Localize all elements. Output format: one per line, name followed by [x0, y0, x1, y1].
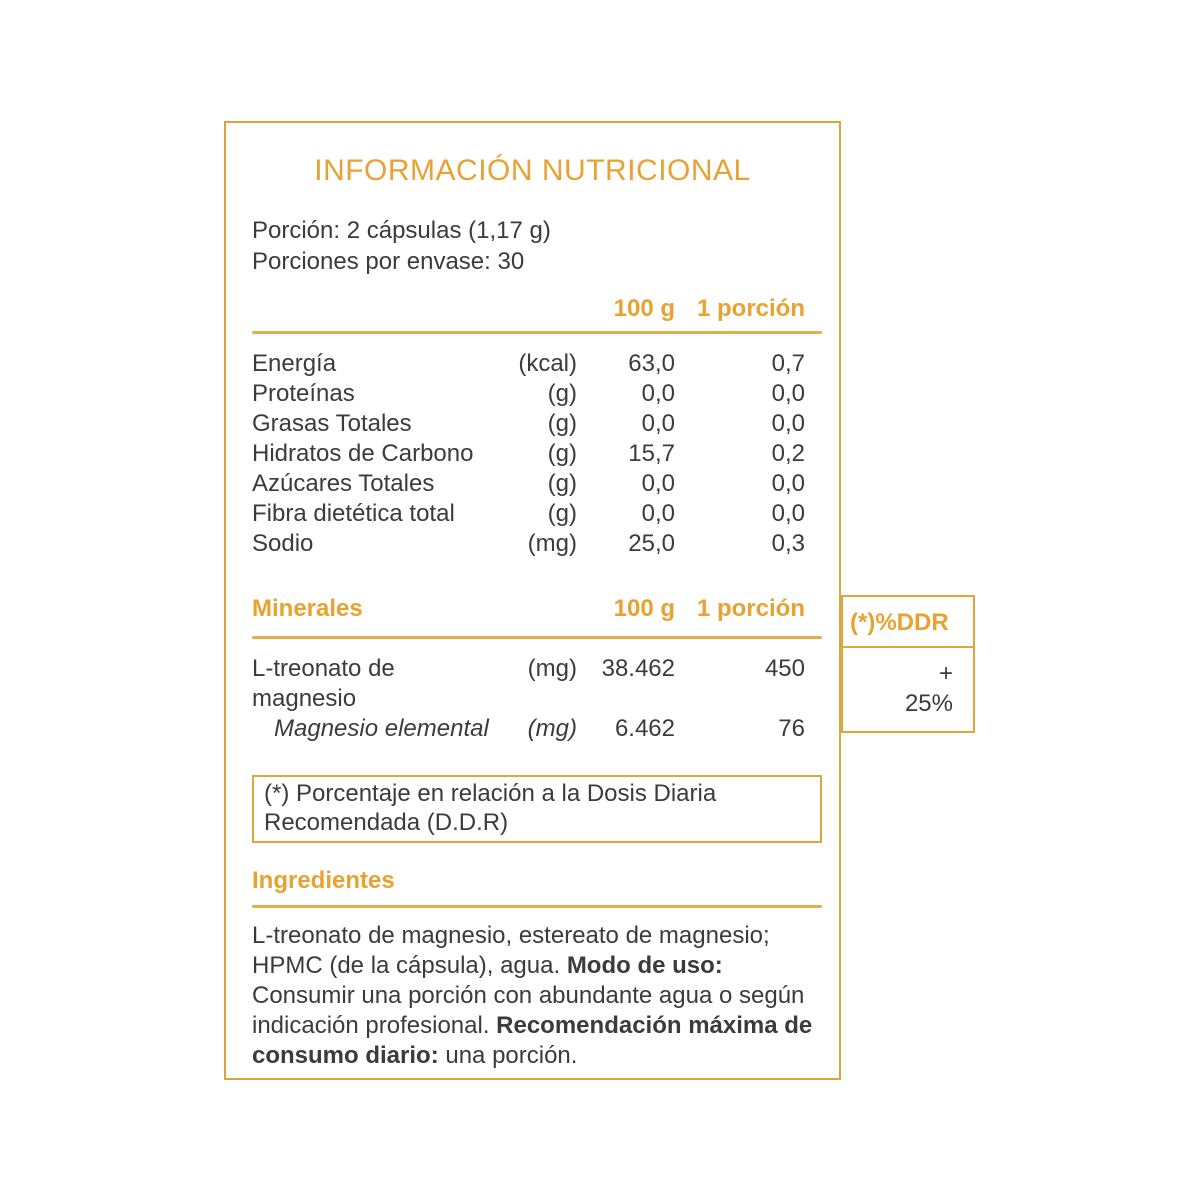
nutrient-label: Hidratos de Carbono [252, 440, 474, 467]
ddr-box [841, 595, 975, 733]
ddr-value: + [938, 660, 953, 687]
serving-size-line: Porción: 2 cápsulas (1,17 g) [252, 217, 551, 244]
footnote-text: (*) Porcentaje en relación a la Dosis Diaria Recomendada (D.D.R) [264, 780, 717, 836]
servings-per-container-line: Porciones por envase: 30 [252, 248, 525, 275]
nutrient-label: Azúcares Totales [252, 470, 435, 497]
minerals-section-title: Minerales [252, 595, 363, 622]
table-row [252, 379, 822, 409]
nutrient-value-100g: 0,0 [641, 470, 675, 497]
nutrient-label: Grasas Totales [252, 410, 412, 437]
nutrient-value-serving: 0,0 [771, 410, 805, 437]
header-spacer [502, 594, 577, 624]
ingredients-paragraph [252, 921, 825, 1071]
nutrient-value-serving: 0,2 [771, 440, 805, 467]
main-table-header-row [252, 294, 822, 324]
paragraph-segment: Consumir una porción con abundante agua o según indicación profesional. [252, 982, 805, 1039]
nutrient-label: Fibra dietética total [252, 500, 455, 527]
mineral-value-serving: 76 [778, 715, 805, 742]
col-header-100g: 100 g [613, 295, 675, 322]
table-row [252, 499, 822, 529]
minerals-col-header-100g: 100 g [613, 595, 675, 622]
nutrient-unit: (g) [547, 380, 577, 407]
ddr-header: (*)%DDR [843, 597, 973, 648]
mineral-row [252, 654, 822, 714]
nutrient-label: Energía [252, 350, 337, 377]
mineral-label: Magnesio elemental [274, 715, 489, 742]
ddr-value: 25% [904, 690, 953, 717]
nutrient-value-100g: 0,0 [641, 500, 675, 527]
paragraph-bold-segment: Recomendación máxima de consumo diario: [252, 1012, 813, 1069]
nutrient-value-serving: 0,0 [771, 380, 805, 407]
ingredients-rule [252, 905, 822, 908]
nutrient-value-serving: 0,0 [771, 470, 805, 497]
nutrient-value-serving: 0,0 [771, 500, 805, 527]
paragraph-bold-segment: Modo de uso: [566, 952, 723, 979]
header-rule [252, 331, 822, 334]
table-row [252, 409, 822, 439]
table-row [252, 529, 822, 559]
mineral-unit: (mg) [527, 655, 577, 682]
nutrient-value-100g: 63,0 [628, 350, 675, 377]
ddr-values [843, 648, 973, 719]
header-spacer [252, 294, 502, 324]
main-table-rows [226, 349, 839, 559]
nutrient-unit: (kcal) [518, 350, 577, 377]
mineral-value-serving: 450 [764, 655, 805, 682]
nutrient-value-serving: 0,3 [771, 530, 805, 557]
nutrient-value-serving: 0,7 [771, 350, 805, 377]
header-spacer [502, 294, 577, 324]
page-title: INFORMACIÓN NUTRICIONAL [314, 154, 751, 187]
mineral-value-100g: 38.462 [601, 655, 675, 682]
nutrient-unit: (g) [547, 440, 577, 467]
nutrient-value-100g: 25,0 [628, 530, 675, 557]
nutrient-unit: (g) [547, 470, 577, 497]
nutrient-value-100g: 0,0 [641, 410, 675, 437]
nutrient-unit: (mg) [527, 530, 577, 557]
table-row [252, 439, 822, 469]
mineral-unit: (mg) [527, 715, 577, 742]
nutrition-label-box [224, 121, 841, 1080]
paragraph-segment: una porción. [438, 1042, 578, 1069]
mineral-label: L-treonato de magnesio [252, 655, 395, 712]
mineral-value-100g: 6.462 [614, 715, 675, 742]
minerals-table-rows [226, 654, 839, 744]
nutrient-value-100g: 15,7 [628, 440, 675, 467]
nutrient-label: Sodio [252, 530, 314, 557]
table-row [252, 349, 822, 379]
nutrient-value-100g: 0,0 [641, 380, 675, 407]
nutrient-unit: (g) [547, 500, 577, 527]
col-header-porcion: 1 porción [696, 295, 805, 322]
nutrient-label: Proteínas [252, 380, 355, 407]
serving-info [252, 215, 822, 277]
minerals-header-row [252, 594, 822, 624]
ingredients-heading: Ingredientes [252, 867, 395, 894]
minerals-rule [252, 636, 822, 639]
table-row [252, 469, 822, 499]
minerals-col-header-porcion: 1 porción [696, 595, 805, 622]
nutrient-unit: (g) [547, 410, 577, 437]
footnote-box [252, 775, 822, 843]
mineral-row [252, 714, 822, 744]
paragraph-segment: L-treonato de magnesio, estereato de magnesio; HPMC (de la cápsula), agua. [252, 922, 770, 979]
